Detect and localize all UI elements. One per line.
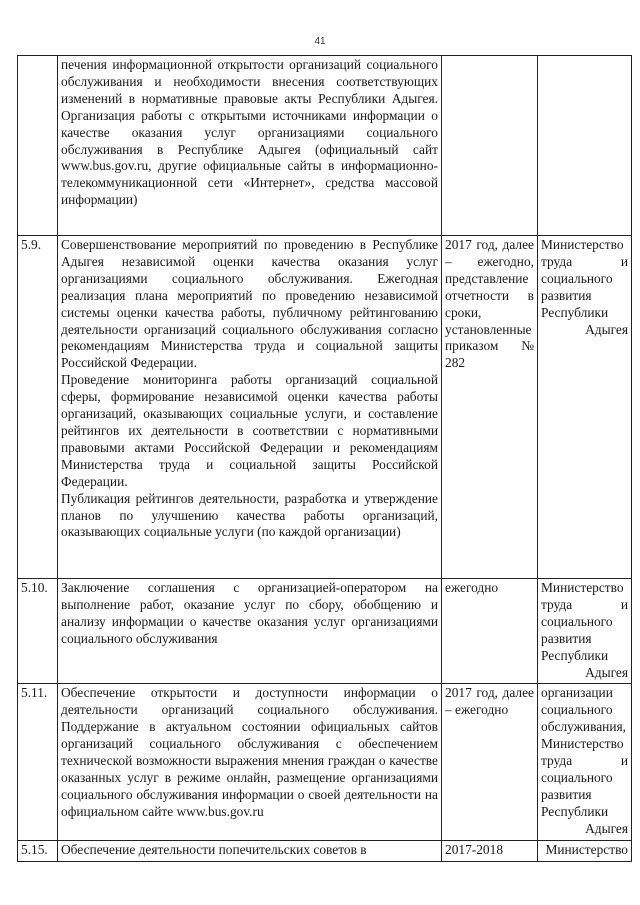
table-row — [18, 684, 632, 840]
activity-cell — [58, 579, 442, 684]
item-number: 5.9. — [18, 236, 58, 579]
table-row — [18, 579, 632, 684]
executor-cell: Министерство труда и социального развития Республики Адыгея — [538, 579, 632, 684]
activity-paragraph: Заключение соглашения с организацией-оператором на выполнение работ, оказание услуг по сбору, обобщению и анализу информации о качестве оказания услуг организациями социального обслуживания — [61, 580, 438, 646]
term-cell — [442, 56, 538, 236]
activity-paragraph: Обеспечение открытости и доступности информации о деятельности организаций социального обслуживания. Поддержание в актуальном состоянии официальных сайтов организаций социального обслуживания с обеспечением технической возможности выражения мнения граждан о качестве оказанных услуг в режиме онлайн, размещение организациями социального обслуживания информации о своей деятельности на официальном сайте www.bus.gov.ru — [61, 685, 438, 819]
table-row — [18, 840, 632, 861]
table-row — [18, 236, 632, 579]
executor-cell: организации социального обслуживания, Министерство труда и социального развития Республики Адыгея — [538, 684, 632, 840]
activity-paragraph: печения информационной открытости организаций социального обслуживания и необходимости внесения соответствующих изменений в нормативные правовые акты Республики Адыгея. Организация работы с открытыми источниками информации о качестве оказания услуг организациями социального обслуживания в Республике Адыгея (официальный сайт www.bus.gov.ru, другие официальные сайты в информационно-телекоммуникационной сети «Интернет», средства массовой информации) — [61, 57, 438, 208]
activity-paragraph: Публикация рейтингов деятельности, разработка и утверждение планов по улучшению качества работы организаций, оказывающих социальные услуги (по каждой организации) — [61, 490, 438, 540]
term-cell: 2017 год, далее – ежегодно — [442, 684, 538, 840]
activity-cell — [58, 236, 442, 579]
term-cell: ежегодно — [442, 579, 538, 684]
activity-paragraph: Проведение мониторинга работы организаций социальной сферы, формирование независимой оценки качества работы организаций, оказывающих социальные услуги, и составление рейтингов их деятельности в соответствии с нормативными правовыми актами Российской Федерации и рекомендациям Министерства труда и социальной защиты Российской Федерации. — [61, 372, 438, 489]
activity-paragraph: Обеспечение деятельности попечительских советов в — [61, 841, 367, 857]
activity-cell — [58, 840, 442, 861]
term-cell: 2017 год, далее – ежегодно, представление отчетности в сроки, установленные приказом № 282 — [442, 236, 538, 579]
item-number: 5.11. — [18, 684, 58, 840]
term-cell: 2017-2018 — [442, 840, 538, 861]
executor-cell: Министерство — [538, 840, 632, 861]
activity-paragraph: Совершенствование мероприятий по проведению в Республике Адыгея независимой оценки качества оказания услуг организациями социального обслуживания. Ежегодная реализация плана мероприятий по проведению независимой системы оценки качества работы, публичному рейтингованию деятельности организаций социального обслуживания согласно рекомендациям Министерства труда и социальной защиты Российской Федерации. — [61, 237, 438, 371]
item-number: 5.10. — [18, 579, 58, 684]
table-row — [18, 56, 632, 236]
item-number — [18, 56, 58, 236]
measures-table — [17, 55, 632, 862]
item-number: 5.15. — [18, 840, 58, 861]
page-number: 41 — [314, 36, 326, 47]
activity-cell — [58, 56, 442, 236]
executor-cell — [538, 56, 632, 236]
activity-cell — [58, 684, 442, 840]
executor-cell: Министерство труда и социального развития Республики Адыгея — [538, 236, 632, 579]
